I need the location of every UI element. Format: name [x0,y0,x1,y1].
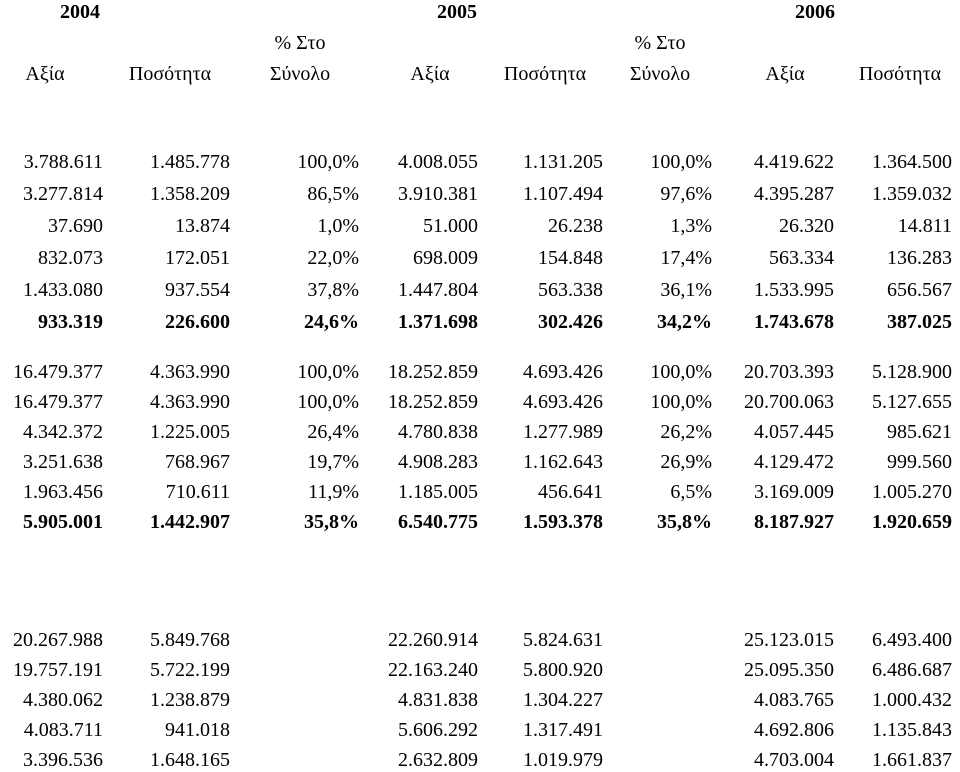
cell-value-2005: 18.252.859 [388,391,478,413]
cell-total-pct-2005: 97,6% [660,183,712,205]
year-header-2004: 2004 [60,1,100,23]
cell-total-pct-2004: 22,0% [307,247,359,269]
year-header-2005: 2005 [437,1,477,23]
cell-total-pct-2004: 86,5% [307,183,359,205]
col-header-value-2005: Αξία [410,63,450,85]
cell-quantity-2005: 1.277.989 [523,421,603,443]
cell-value-2004: 1.963.456 [23,481,103,503]
cell-value-2005: 1.185.005 [398,481,478,503]
cell-value-2006: 4.057.445 [754,421,834,443]
cell-value-2005: 18.252.859 [388,361,478,383]
cell-value-2006: 25.123.015 [744,629,834,651]
cell-quantity-2006: 6.486.687 [872,659,952,681]
cell-total-pct-2005: 100,0% [650,151,712,173]
cell-total-pct-2004: 1,0% [317,215,359,237]
col-header-quantity-2004: Ποσότητα [128,63,212,85]
cell-quantity-2004: 226.600 [165,311,230,333]
cell-value-2006: 4.129.472 [754,451,834,473]
year-header-2006: 2006 [795,1,835,23]
cell-total-pct-2004: 19,7% [307,451,359,473]
cell-total-pct-2005: 26,2% [660,421,712,443]
cell-quantity-2006: 656.567 [887,279,952,301]
pct-header-line1-2004: % Στο [274,32,326,54]
cell-quantity-2005: 1.019.979 [523,749,603,771]
cell-quantity-2005: 1.162.643 [523,451,603,473]
cell-quantity-2006: 1.000.432 [872,689,952,711]
cell-quantity-2006: 1.005.270 [872,481,952,503]
cell-quantity-2004: 1.238.879 [150,689,230,711]
cell-quantity-2004: 937.554 [165,279,230,301]
cell-value-2005: 2.632.809 [398,749,478,771]
cell-value-2004: 5.905.001 [23,511,103,533]
cell-quantity-2005: 1.304.227 [523,689,603,711]
cell-quantity-2006: 1.661.837 [872,749,952,771]
col-header-total-pct-2004: Σύνολο [269,63,331,85]
cell-quantity-2004: 1.648.165 [150,749,230,771]
cell-value-2006: 4.703.004 [754,749,834,771]
col-header-value-2004: Αξία [25,63,65,85]
cell-quantity-2004: 768.967 [165,451,230,473]
cell-quantity-2006: 6.493.400 [872,629,952,651]
cell-total-pct-2005: 6,5% [670,481,712,503]
cell-quantity-2005: 5.800.920 [523,659,603,681]
cell-value-2004: 4.380.062 [23,689,103,711]
cell-value-2005: 698.009 [413,247,478,269]
cell-quantity-2005: 26.238 [548,215,603,237]
cell-total-pct-2005: 1,3% [670,215,712,237]
cell-total-pct-2004: 26,4% [307,421,359,443]
cell-value-2005: 1.371.698 [398,311,478,333]
cell-quantity-2004: 1.485.778 [150,151,230,173]
cell-quantity-2006: 1.359.032 [872,183,952,205]
cell-quantity-2005: 4.693.426 [523,361,603,383]
cell-quantity-2004: 4.363.990 [150,391,230,413]
cell-quantity-2004: 1.225.005 [150,421,230,443]
cell-value-2004: 3.277.814 [23,183,103,205]
cell-quantity-2006: 999.560 [887,451,952,473]
cell-value-2006: 4.692.806 [754,719,834,741]
col-header-total-pct-2005: Σύνολο [629,63,691,85]
cell-quantity-2004: 941.018 [165,719,230,741]
cell-value-2005: 6.540.775 [398,511,478,533]
cell-quantity-2006: 387.025 [887,311,952,333]
cell-quantity-2005: 1.131.205 [523,151,603,173]
cell-total-pct-2005: 100,0% [650,361,712,383]
cell-total-pct-2004: 100,0% [297,361,359,383]
cell-quantity-2004: 1.358.209 [150,183,230,205]
cell-quantity-2005: 5.824.631 [523,629,603,651]
cell-total-pct-2004: 24,6% [304,311,359,333]
cell-value-2005: 1.447.804 [398,279,478,301]
cell-value-2006: 8.187.927 [754,511,834,533]
cell-value-2006: 20.700.063 [744,391,834,413]
cell-value-2004: 19.757.191 [13,659,103,681]
cell-value-2004: 3.251.638 [23,451,103,473]
cell-value-2006: 3.169.009 [754,481,834,503]
col-header-quantity-2006: Ποσότητα [858,63,942,85]
cell-value-2005: 4.008.055 [398,151,478,173]
cell-value-2004: 20.267.988 [13,629,103,651]
cell-total-pct-2004: 37,8% [307,279,359,301]
cell-value-2004: 4.342.372 [23,421,103,443]
cell-value-2004: 16.479.377 [13,391,103,413]
cell-value-2004: 37.690 [48,215,103,237]
cell-value-2004: 933.319 [38,311,103,333]
cell-value-2006: 1.743.678 [754,311,834,333]
cell-quantity-2006: 1.920.659 [872,511,952,533]
cell-value-2005: 51.000 [423,215,478,237]
cell-value-2005: 4.908.283 [398,451,478,473]
cell-value-2006: 26.320 [779,215,834,237]
cell-value-2006: 4.419.622 [754,151,834,173]
cell-quantity-2004: 172.051 [165,247,230,269]
cell-quantity-2006: 5.127.655 [872,391,952,413]
cell-value-2005: 4.831.838 [398,689,478,711]
cell-quantity-2005: 563.338 [538,279,603,301]
cell-value-2005: 4.780.838 [398,421,478,443]
cell-quantity-2005: 1.593.378 [523,511,603,533]
cell-quantity-2004: 13.874 [175,215,230,237]
cell-value-2005: 22.163.240 [388,659,478,681]
cell-value-2004: 832.073 [38,247,103,269]
cell-value-2004: 4.083.711 [23,719,103,741]
cell-quantity-2006: 1.135.843 [872,719,952,741]
cell-quantity-2005: 154.848 [538,247,603,269]
col-header-value-2006: Αξία [765,63,805,85]
cell-value-2004: 3.788.611 [23,151,103,173]
cell-value-2006: 20.703.393 [744,361,834,383]
cell-quantity-2005: 456.641 [538,481,603,503]
cell-quantity-2006: 1.364.500 [872,151,952,173]
cell-total-pct-2004: 100,0% [297,151,359,173]
cell-value-2006: 1.533.995 [754,279,834,301]
cell-total-pct-2004: 11,9% [308,481,359,503]
cell-quantity-2004: 710.611 [165,481,230,503]
cell-total-pct-2005: 100,0% [650,391,712,413]
cell-value-2006: 563.334 [769,247,834,269]
cell-value-2005: 3.910.381 [398,183,478,205]
cell-quantity-2004: 5.849.768 [150,629,230,651]
cell-quantity-2006: 985.621 [887,421,952,443]
cell-total-pct-2004: 35,8% [304,511,359,533]
cell-value-2006: 4.083.765 [754,689,834,711]
pct-header-line1-2005: % Στο [634,32,686,54]
cell-value-2006: 25.095.350 [744,659,834,681]
cell-total-pct-2005: 35,8% [657,511,712,533]
cell-quantity-2006: 136.283 [887,247,952,269]
cell-quantity-2005: 1.317.491 [523,719,603,741]
cell-total-pct-2005: 17,4% [660,247,712,269]
cell-value-2004: 16.479.377 [13,361,103,383]
cell-value-2005: 5.606.292 [398,719,478,741]
cell-quantity-2006: 5.128.900 [872,361,952,383]
cell-total-pct-2004: 100,0% [297,391,359,413]
cell-quantity-2005: 4.693.426 [523,391,603,413]
cell-quantity-2005: 1.107.494 [523,183,603,205]
cell-value-2004: 1.433.080 [23,279,103,301]
cell-total-pct-2005: 34,2% [657,311,712,333]
cell-quantity-2006: 14.811 [897,215,952,237]
cell-value-2004: 3.396.536 [23,749,103,771]
cell-value-2005: 22.260.914 [388,629,478,651]
col-header-quantity-2005: Ποσότητα [503,63,587,85]
cell-quantity-2004: 4.363.990 [150,361,230,383]
cell-total-pct-2005: 36,1% [660,279,712,301]
cell-quantity-2004: 1.442.907 [150,511,230,533]
cell-quantity-2005: 302.426 [538,311,603,333]
cell-quantity-2004: 5.722.199 [150,659,230,681]
cell-total-pct-2005: 26,9% [660,451,712,473]
cell-value-2006: 4.395.287 [754,183,834,205]
